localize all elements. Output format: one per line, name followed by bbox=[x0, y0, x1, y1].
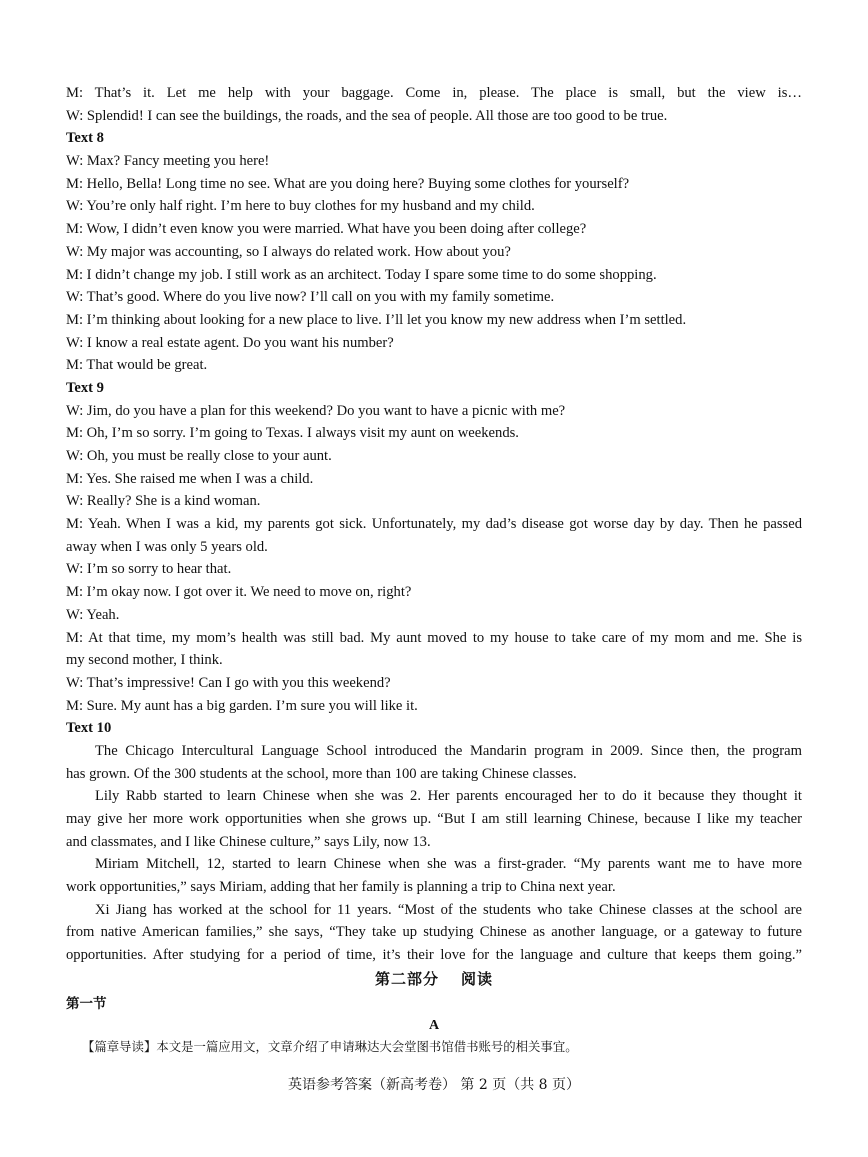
dialogue-line: W: You’re only half right. I’m here to buy clothes for my husband and my child. bbox=[66, 198, 535, 215]
text-9-heading: Text 9 bbox=[66, 379, 104, 396]
dialogue-line: W: I know a real estate agent. Do you want his number? bbox=[66, 334, 394, 351]
dialogue-line: my second mother, I think. bbox=[66, 652, 223, 669]
dialogue-line: W: Splendid! I can see the buildings, the roads, and the sea of people. All those are too good to be true. bbox=[66, 107, 668, 124]
passage-line: may give her more work opportunities when she grows up. “But I am still learning Chinese, because I like my teacher bbox=[66, 811, 802, 827]
text-8-heading: Text 8 bbox=[66, 130, 104, 147]
page-content bbox=[66, 82, 802, 1058]
passage-line: Lily Rabb started to learn Chinese when she was 2. Her parents encouraged her to do it because they thought it bbox=[95, 788, 802, 805]
dialogue-line: W: I’m so sorry to hear that. bbox=[66, 561, 232, 578]
dialogue-line: W: Yeah. bbox=[66, 606, 120, 623]
reading-label: 阅读 bbox=[461, 969, 494, 988]
dialogue-line: W: That’s impressive! Can I go with you this weekend? bbox=[66, 674, 391, 691]
dialogue-line: W: Oh, you must be really close to your aunt. bbox=[66, 448, 332, 464]
dialogue-line: M: Yeah. When I was a kid, my parents got sick. Unfortunately, my dad’s disease got worse day by day. Then he passed bbox=[66, 516, 802, 533]
dialogue-line: M: Sure. My aunt has a big garden. I’m sure you will like it. bbox=[66, 697, 418, 714]
part-two-title bbox=[66, 967, 802, 992]
dialogue-line: M: I’m thinking about looking for a new place to live. I’ll let you know my new address when I’m settled. bbox=[66, 311, 687, 328]
dialogue-line: W: My major was accounting, so I always do related work. How about you? bbox=[66, 243, 511, 260]
dialogue-line: M: I’m okay now. I got over it. We need to move on, right? bbox=[66, 584, 412, 601]
dialogue-line: M: I didn’t change my job. I still work as an architect. Today I spare some time to do some shopping. bbox=[66, 266, 657, 283]
dialogue-line: away when I was only 5 years old. bbox=[66, 538, 268, 555]
passage-line: Miriam Mitchell, 12, started to learn Chinese when she was a first-grader. “My parents want me to have more bbox=[95, 856, 802, 873]
section-one-heading: 第一节 bbox=[66, 995, 107, 1012]
part-two-label: 第二部分 bbox=[374, 969, 439, 988]
dialogue-line: M: Yes. She raised me when I was a child. bbox=[66, 470, 314, 487]
dialogue-line: M: At that time, my mom’s health was still bad. My aunt moved to my house to take care of my mom and me. She is bbox=[66, 629, 802, 646]
dialogue-line: M: Wow, I didn’t even know you were married. What have you been doing after college? bbox=[66, 221, 587, 238]
dialogue-line: W: That’s good. Where do you live now? I’ll call on you with my family sometime. bbox=[66, 289, 555, 306]
passage-line: opportunities. After studying for a period of time, it’s their love for the language and culture that keeps them going.” bbox=[66, 947, 802, 964]
text-10-heading: Text 10 bbox=[66, 720, 112, 737]
dialogue-line: M: That’s it. Let me help with your baggage. Come in, please. The place is small, but the view is… bbox=[66, 85, 802, 101]
passage-line: from native American families,” she says, “They take up studying Chinese as another language, or a gateway to future bbox=[66, 924, 802, 941]
passage-line: has grown. Of the 300 students at the school, more than 100 are taking Chinese classes. bbox=[66, 765, 577, 782]
dialogue-line: W: Max? Fancy meeting you here! bbox=[66, 153, 270, 170]
passage-guide: 【篇章导读】本文是一篇应用文，文章介绍了申请琳达大会堂图书馆借书账号的相关事宜。 bbox=[82, 1038, 578, 1054]
passage-line: work opportunities,” says Miriam, adding that her family is planning a trip to China next year. bbox=[66, 879, 616, 896]
passage-line: The Chicago Intercultural Language School introduced the Mandarin program in 2009. Since then, the program bbox=[95, 742, 802, 759]
dialogue-line: M: Hello, Bella! Long time no see. What are you doing here? Buying some clothes for yourself? bbox=[66, 175, 630, 192]
dialogue-line: W: Really? She is a kind woman. bbox=[66, 493, 261, 510]
dialogue-line: M: Oh, I’m so sorry. I’m going to Texas. I always visit my aunt on weekends. bbox=[66, 425, 519, 442]
page-footer: 英语参考答案（新高考卷） 第 2 页（共 8 页） bbox=[287, 1077, 581, 1093]
passage-line: Xi Jiang has worked at the school for 11 years. “Most of the students who take Chinese classes at the school are bbox=[95, 901, 802, 918]
passage-line: and classmates, and I like Chinese culture,” says Lily, now 13. bbox=[66, 833, 431, 850]
dialogue-line: W: Jim, do you have a plan for this weekend? Do you want to have a picnic with me? bbox=[66, 402, 566, 419]
dialogue-line: M: That would be great. bbox=[66, 357, 208, 374]
passage-label: A bbox=[428, 1017, 440, 1033]
